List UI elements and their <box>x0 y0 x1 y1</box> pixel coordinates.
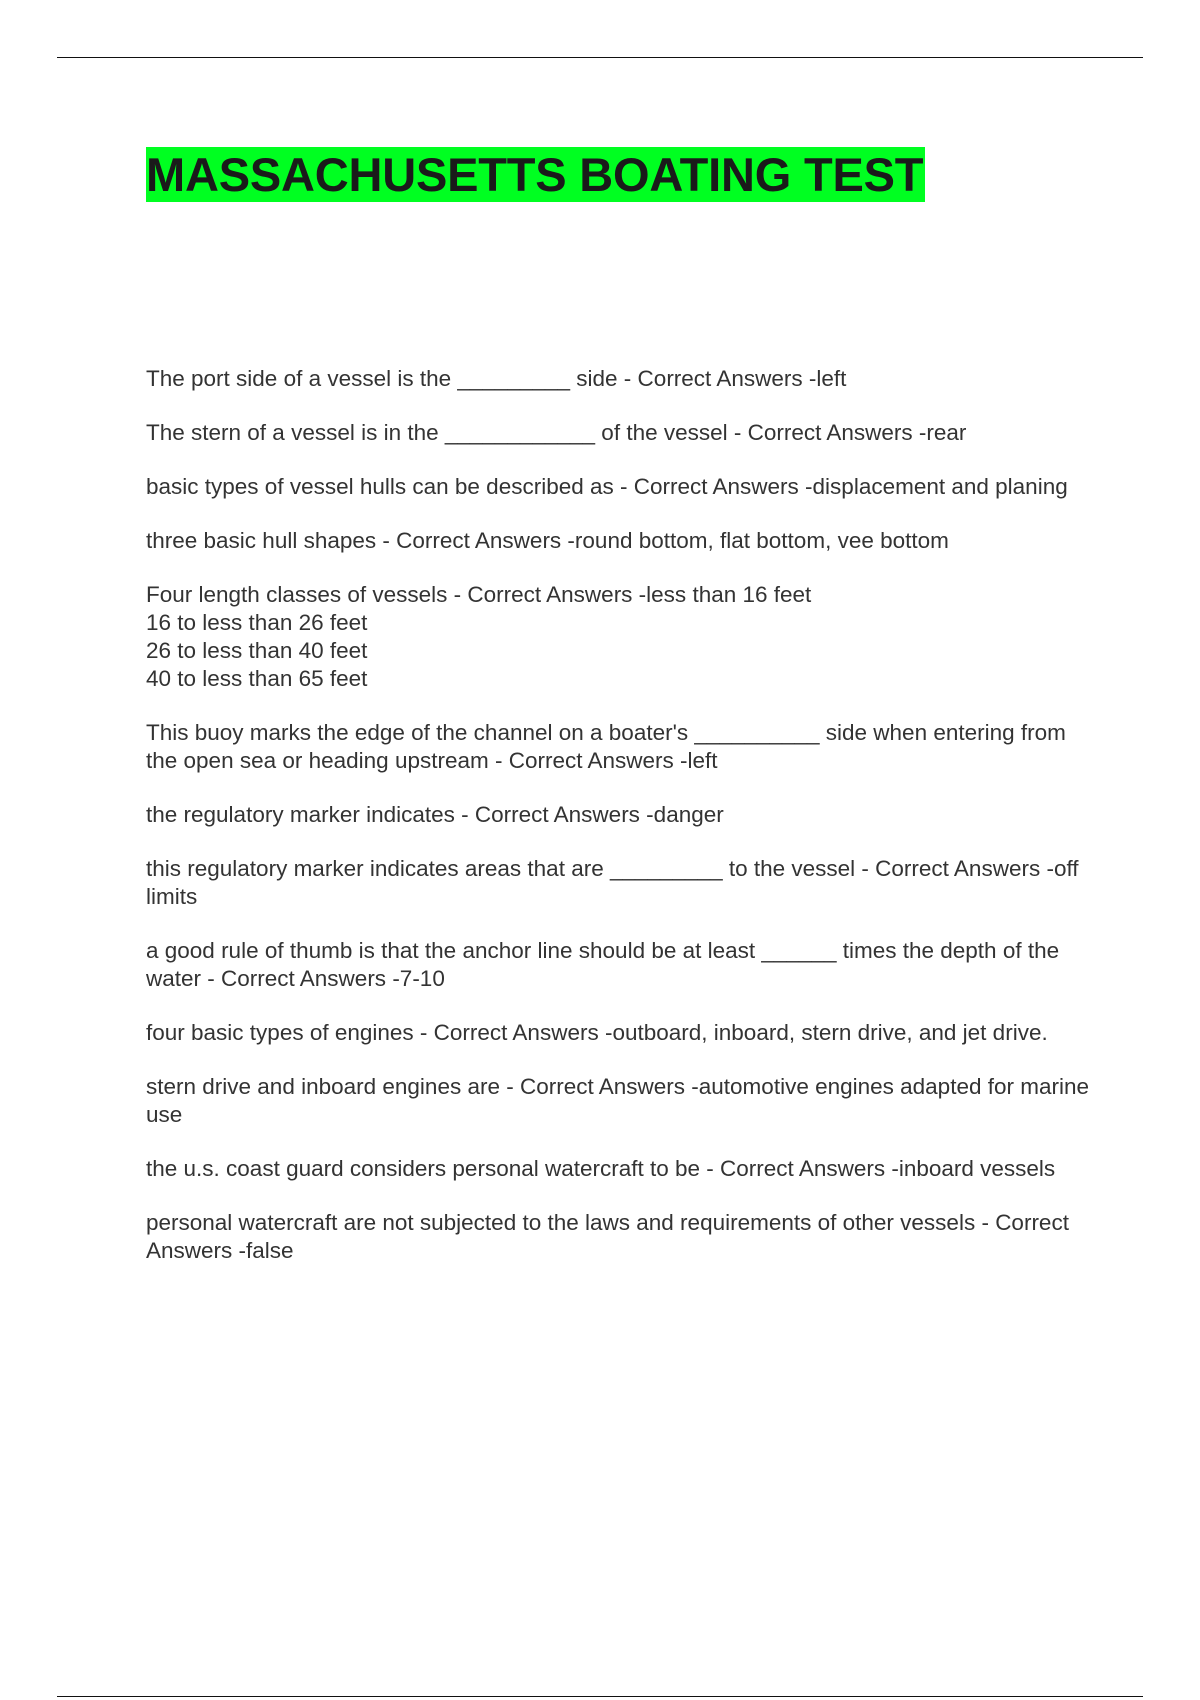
qa-text: The stern of a vessel is in the ____________ of the vessel - Correct Answers -rear <box>146 420 967 445</box>
bottom-rule <box>57 1696 1143 1697</box>
qa-item <box>146 801 1096 829</box>
qa-item <box>146 1073 1096 1129</box>
qa-text-continuation: 16 to less than 26 feet <box>146 610 368 635</box>
qa-text: The port side of a vessel is the _________ side - Correct Answers -left <box>146 366 847 391</box>
qa-item <box>146 1019 1096 1047</box>
qa-text-continuation: 26 to less than 40 feet <box>146 638 368 663</box>
qa-text: three basic hull shapes - Correct Answers -round bottom, flat bottom, vee bottom <box>146 528 949 553</box>
qa-item <box>146 581 1096 693</box>
qa-text: Four length classes of vessels - Correct Answers -less than 16 feet <box>146 582 812 607</box>
qa-item <box>146 473 1096 501</box>
qa-item <box>146 1209 1096 1265</box>
qa-text: This buoy marks the edge of the channel on a boater's __________ side when entering from the open sea or heading upstream - Correct Answers -left <box>146 720 1073 773</box>
qa-item <box>146 719 1096 775</box>
qa-text: the regulatory marker indicates - Correct Answers -danger <box>146 802 724 827</box>
qa-text: stern drive and inboard engines are - Correct Answers -automotive engines adapted for marine use <box>146 1074 1096 1127</box>
qa-item <box>146 1155 1096 1183</box>
qa-item <box>146 855 1096 911</box>
qa-text: a good rule of thumb is that the anchor line should be at least ______ times the depth of the water - Correct Answers -7-10 <box>146 938 1066 991</box>
qa-text: this regulatory marker indicates areas that are _________ to the vessel - Correct Answers -off limits <box>146 856 1085 909</box>
qa-text: four basic types of engines - Correct Answers -outboard, inboard, stern drive, and jet drive. <box>146 1020 1048 1045</box>
qa-text-continuation: 40 to less than 65 feet <box>146 666 368 691</box>
qa-text: basic types of vessel hulls can be described as - Correct Answers -displacement and planing <box>146 474 1068 499</box>
qa-item <box>146 937 1096 993</box>
qa-text: personal watercraft are not subjected to the laws and requirements of other vessels - Correct Answers -false <box>146 1210 1074 1263</box>
qa-item <box>146 365 1096 393</box>
page-title: MASSACHUSETTS BOATING TEST <box>146 148 924 201</box>
qa-item <box>146 419 1096 447</box>
question-list <box>146 365 1096 1291</box>
top-rule <box>57 57 1143 58</box>
title-block <box>146 147 925 202</box>
qa-item <box>146 527 1096 555</box>
qa-text: the u.s. coast guard considers personal watercraft to be - Correct Answers -inboard vessels <box>146 1156 1056 1181</box>
